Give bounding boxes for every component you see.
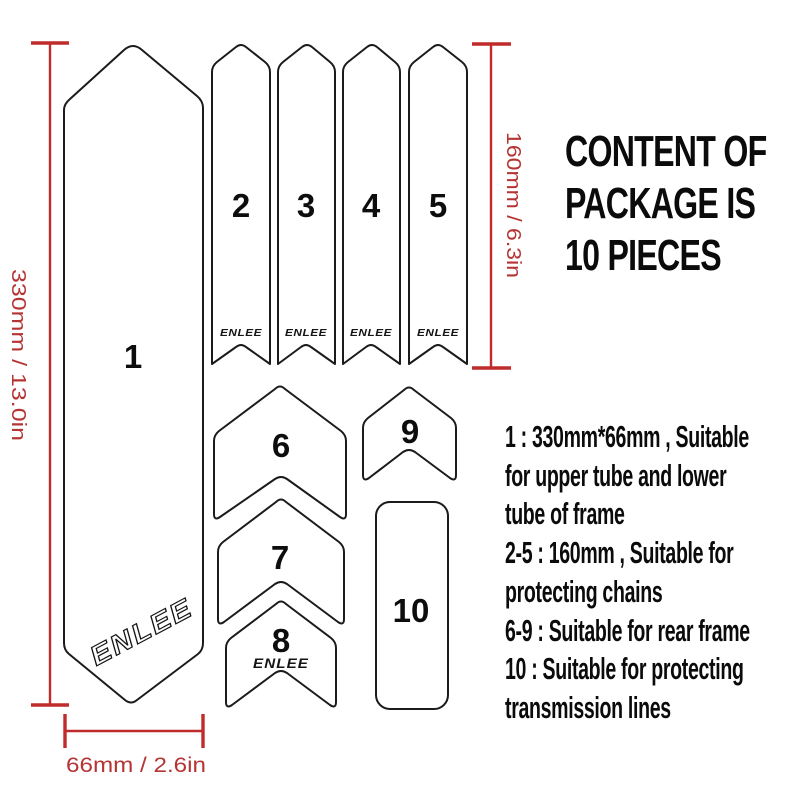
piece-6-number: 6 — [271, 427, 291, 464]
dimension-66mm — [65, 714, 206, 777]
title-line-2: PACKAGE IS — [565, 179, 756, 228]
svg-text:ENLEE: ENLEE — [84, 597, 188, 672]
enlee-logo-piece-3: ENLEE — [285, 327, 328, 339]
piece-7-number: 7 — [270, 539, 290, 576]
dimension-160mm — [472, 44, 524, 368]
description-line: protecting chains — [505, 573, 663, 609]
title-line-1: CONTENT OF — [565, 127, 767, 176]
piece-3-number: 3 — [296, 187, 316, 224]
enlee-logo-piece-4: ENLEE — [350, 327, 393, 339]
piece-2-number: 2 — [231, 187, 251, 224]
description-line: transmission lines — [505, 689, 671, 725]
piece-1-number: 1 — [123, 338, 143, 375]
dimension-label-66mm: 66mm / 2.6in — [66, 754, 206, 777]
package-content-title — [565, 126, 800, 282]
description-line: 2-5 : 160mm , Suitable for — [505, 535, 734, 571]
description-line: tube of frame — [505, 496, 625, 532]
piece-10-number: 10 — [392, 592, 430, 629]
piece-8-number: 8 — [271, 622, 291, 659]
piece-9-number: 9 — [400, 413, 420, 450]
piece-description-list — [505, 418, 800, 728]
description-line: for upper tube and lower — [505, 457, 727, 493]
description-line: 1 : 330mm*66mm , Suitable — [505, 419, 749, 454]
description-line: 10 : Suitable for protecting — [505, 651, 744, 687]
dimension-label-330mm: 330mm / 13.0in — [7, 269, 29, 407]
enlee-logo-piece-5: ENLEE — [417, 327, 460, 339]
enlee-logo-piece-8: ENLEE — [253, 655, 309, 671]
description-line: 6-9 : Suitable for rear frame — [505, 612, 750, 648]
title-line-3: 10 PIECES — [565, 231, 721, 280]
enlee-logo-piece-2: ENLEE — [220, 327, 263, 339]
piece-5-number: 5 — [428, 187, 448, 224]
dimension-330mm — [7, 43, 69, 705]
dimension-label-160mm: 160mm / 6.3in — [502, 132, 524, 259]
piece-4-number: 4 — [361, 187, 381, 224]
